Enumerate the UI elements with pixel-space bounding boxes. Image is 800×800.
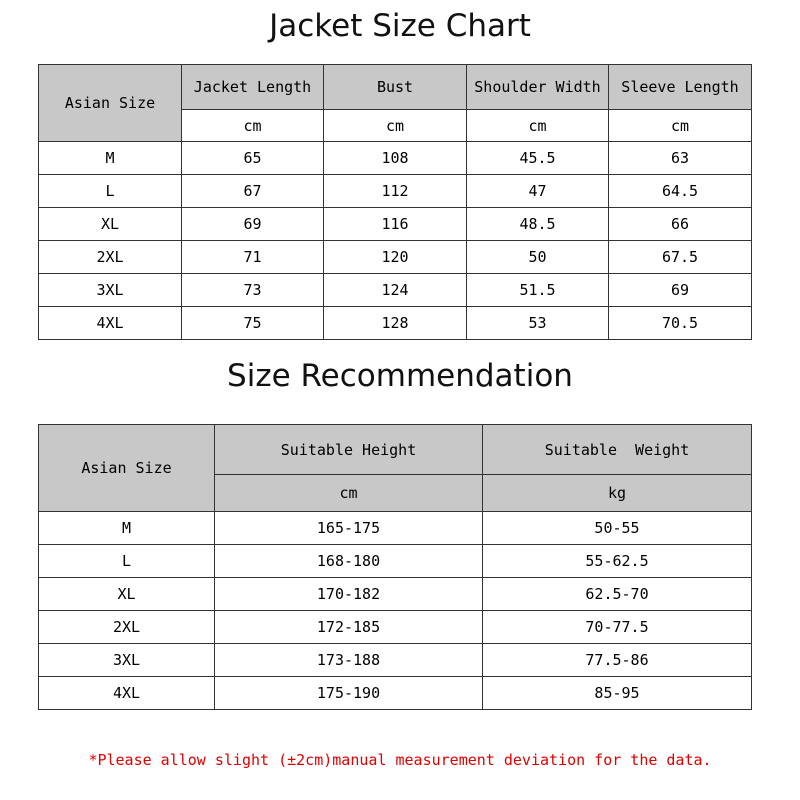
table-row	[39, 677, 752, 710]
size-cell: 4XL	[39, 307, 182, 340]
table-row	[39, 208, 752, 241]
measurement-deviation-note: *Please allow slight (±2cm)manual measurement deviation for the data.	[88, 751, 712, 769]
table-row	[39, 175, 752, 208]
column-header-shoulder-width: Shoulder Width	[467, 65, 609, 110]
value-cell: 50	[467, 241, 609, 274]
value-cell: 50-55	[483, 512, 752, 545]
value-cell: 51.5	[467, 274, 609, 307]
size-cell: L	[39, 545, 215, 578]
value-cell: 55-62.5	[483, 545, 752, 578]
jacket-size-chart-table	[38, 64, 752, 340]
table-row	[39, 142, 752, 175]
value-cell: 168-180	[215, 545, 483, 578]
table-row	[39, 512, 752, 545]
value-cell: 65	[182, 142, 324, 175]
value-cell: 47	[467, 175, 609, 208]
table-row	[39, 611, 752, 644]
jacket-size-chart-title: Jacket Size Chart	[269, 8, 531, 44]
size-cell: XL	[39, 578, 215, 611]
size-cell: XL	[39, 208, 182, 241]
size-cell: 4XL	[39, 677, 215, 710]
unit-cell: cm	[215, 475, 483, 512]
value-cell: 170-182	[215, 578, 483, 611]
column-header-suitable-height: Suitable Height	[215, 425, 483, 475]
size-header: Asian Size	[39, 65, 182, 142]
column-header-sleeve-length: Sleeve Length	[609, 65, 752, 110]
value-cell: 77.5-86	[483, 644, 752, 677]
value-cell: 165-175	[215, 512, 483, 545]
size-header: Asian Size	[39, 425, 215, 512]
unit-cell: cm	[324, 110, 467, 142]
size-cell: L	[39, 175, 182, 208]
value-cell: 53	[467, 307, 609, 340]
table-row	[39, 578, 752, 611]
size-cell: M	[39, 512, 215, 545]
value-cell: 69	[182, 208, 324, 241]
value-cell: 64.5	[609, 175, 752, 208]
value-cell: 67.5	[609, 241, 752, 274]
table-row	[39, 274, 752, 307]
size-cell: 2XL	[39, 241, 182, 274]
value-cell: 128	[324, 307, 467, 340]
value-cell: 63	[609, 142, 752, 175]
value-cell: 75	[182, 307, 324, 340]
column-header-bust: Bust	[324, 65, 467, 110]
size-recommendation-table	[38, 424, 752, 710]
table-row	[39, 644, 752, 677]
size-cell: M	[39, 142, 182, 175]
table-row	[39, 545, 752, 578]
value-cell: 172-185	[215, 611, 483, 644]
unit-cell: kg	[483, 475, 752, 512]
value-cell: 112	[324, 175, 467, 208]
unit-cell: cm	[182, 110, 324, 142]
column-header-jacket-length: Jacket Length	[182, 65, 324, 110]
size-cell: 3XL	[39, 644, 215, 677]
value-cell: 70-77.5	[483, 611, 752, 644]
value-cell: 48.5	[467, 208, 609, 241]
value-cell: 73	[182, 274, 324, 307]
column-header-suitable-weight: Suitable Weight	[483, 425, 752, 475]
value-cell: 66	[609, 208, 752, 241]
value-cell: 108	[324, 142, 467, 175]
value-cell: 120	[324, 241, 467, 274]
value-cell: 45.5	[467, 142, 609, 175]
value-cell: 71	[182, 241, 324, 274]
value-cell: 85-95	[483, 677, 752, 710]
unit-cell: cm	[467, 110, 609, 142]
value-cell: 69	[609, 274, 752, 307]
value-cell: 124	[324, 274, 467, 307]
size-recommendation-title: Size Recommendation	[227, 358, 573, 394]
value-cell: 67	[182, 175, 324, 208]
value-cell: 116	[324, 208, 467, 241]
size-cell: 3XL	[39, 274, 182, 307]
table-row	[39, 241, 752, 274]
value-cell: 70.5	[609, 307, 752, 340]
value-cell: 173-188	[215, 644, 483, 677]
value-cell: 175-190	[215, 677, 483, 710]
value-cell: 62.5-70	[483, 578, 752, 611]
table-row	[39, 307, 752, 340]
size-cell: 2XL	[39, 611, 215, 644]
unit-cell: cm	[609, 110, 752, 142]
